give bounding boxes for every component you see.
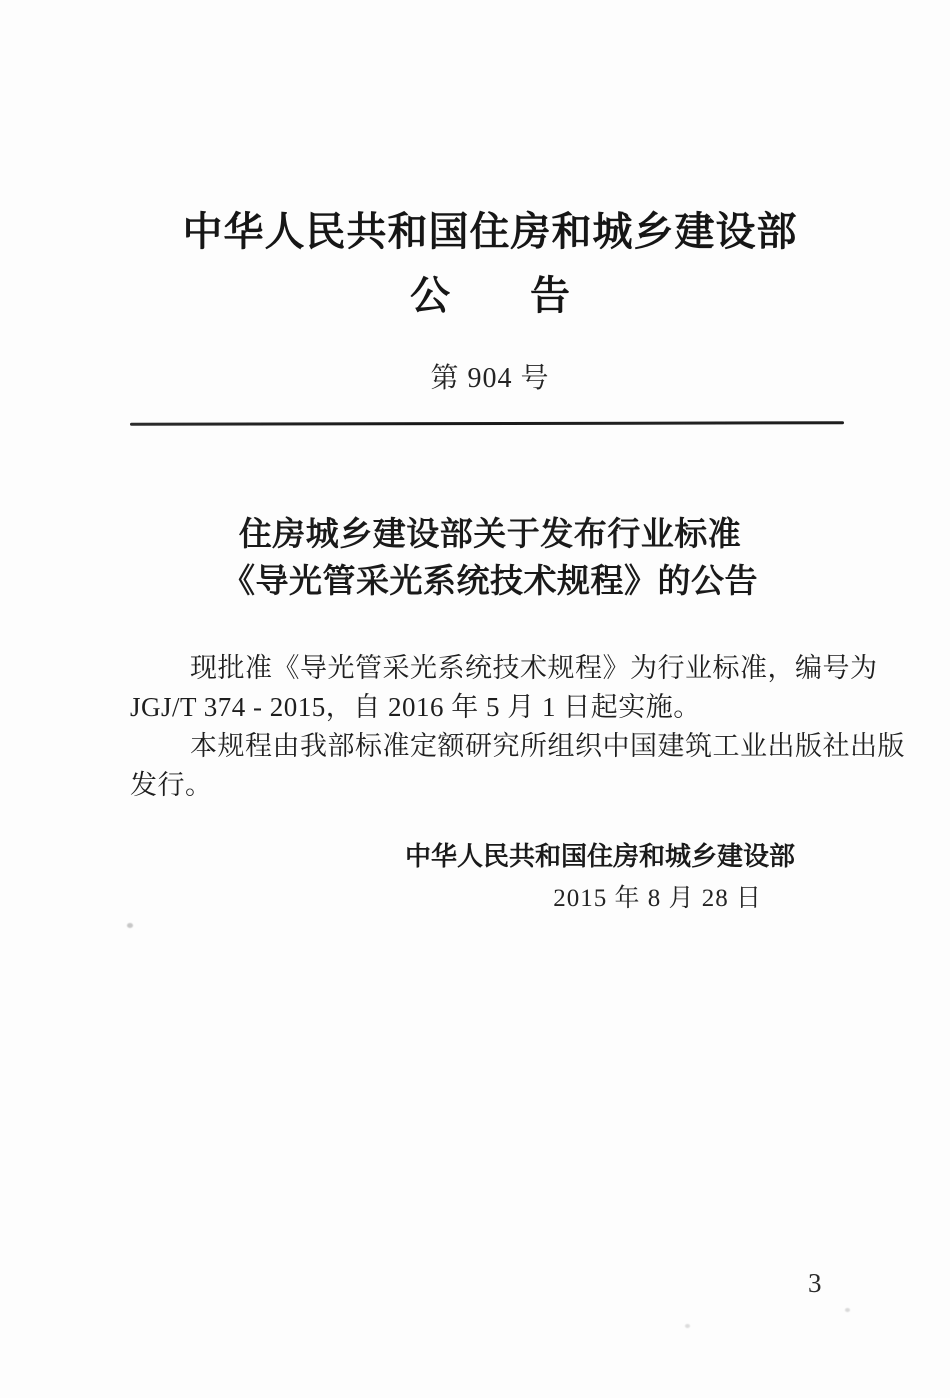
body-text — [130, 649, 905, 805]
scan-artifact-speck — [127, 923, 133, 928]
announcement-number: 第 904 号 — [430, 363, 550, 394]
page-number: 3 — [808, 1268, 822, 1298]
document-title — [132, 510, 848, 604]
document-title-line-1: 住房城乡建设部关于发布行业标准 — [238, 515, 742, 552]
signature-issuer: 中华人民共和国住房和城乡建设部 — [404, 841, 795, 871]
scan-artifact-speck — [685, 1324, 690, 1328]
body-paragraph-2-line-1: 本规程由我部标准定额研究所组织中国建筑工业出版社出版 — [190, 731, 905, 761]
announcement-heading: 公 告 — [410, 274, 570, 318]
body-paragraph-1-line-2: JGJ/T 374 - 2015，自 2016 年 5 月 1 日起实施。 — [130, 692, 701, 722]
ministry-name-heading: 中华人民共和国住房和城乡建设部 — [182, 210, 798, 254]
body-paragraph-1-line-1: 现批准《导光管采光系统技术规程》为行业标准，编号为 — [190, 653, 878, 683]
scan-artifact-speck — [845, 1308, 850, 1312]
signature-date: 2015 年 8 月 28 日 — [553, 885, 762, 912]
body-paragraph-2-line-2: 发行。 — [130, 770, 213, 800]
divider-line — [130, 421, 844, 425]
document-title-line-2: 《导光管采光系统技术规程》的公告 — [222, 562, 758, 599]
